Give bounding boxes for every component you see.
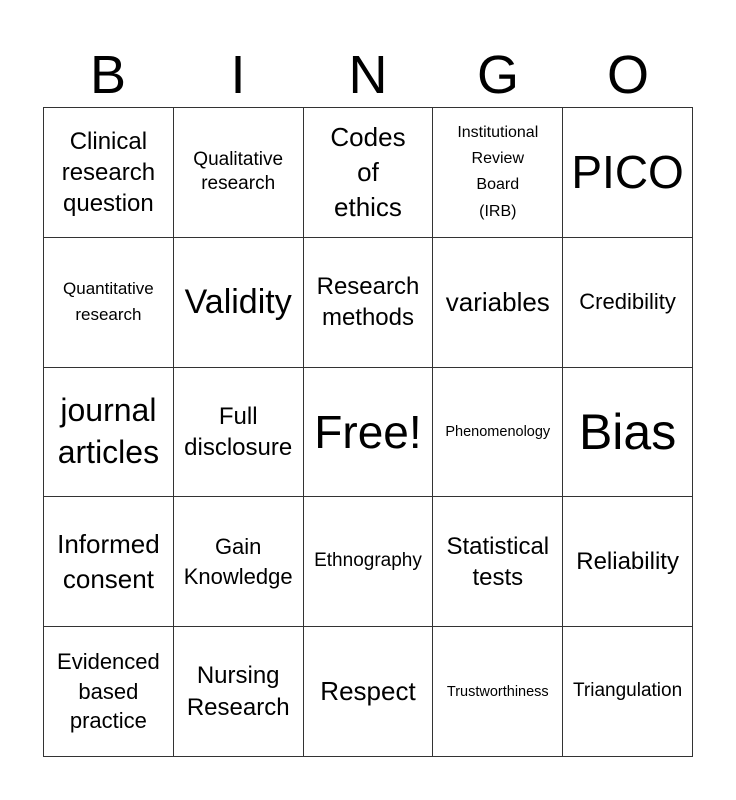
bingo-cell[interactable]: Bias <box>563 368 693 498</box>
bingo-cell[interactable]: Respect <box>304 627 434 757</box>
bingo-cell[interactable]: Triangulation <box>563 627 693 757</box>
header-letter-g: G <box>476 45 519 105</box>
header-letter-i: I <box>230 45 246 105</box>
bingo-cell[interactable]: variables <box>433 238 563 368</box>
bingo-card-grid <box>43 107 693 757</box>
bingo-cell[interactable]: Free! <box>304 368 434 498</box>
bingo-cell[interactable]: Credibility <box>563 238 693 368</box>
bingo-cell[interactable]: Evidenced based practice <box>44 627 174 757</box>
header-letter-o: O <box>606 45 649 105</box>
bingo-cell[interactable]: Quantitative research <box>44 238 174 368</box>
bingo-cell[interactable]: Clinical research question <box>44 108 174 238</box>
bingo-cell[interactable]: Informed consent <box>44 497 174 627</box>
bingo-cell[interactable]: Validity <box>174 238 304 368</box>
bingo-cell[interactable]: journal articles <box>44 368 174 498</box>
bingo-cell[interactable]: Codes of ethics <box>304 108 434 238</box>
bingo-cell[interactable]: Ethnography <box>304 497 434 627</box>
bingo-cell[interactable]: Reliability <box>563 497 693 627</box>
header-letter-n: N <box>348 45 388 105</box>
bingo-cell[interactable]: Full disclosure <box>174 368 304 498</box>
bingo-cell[interactable]: Trustworthiness <box>433 627 563 757</box>
header-letter-b: B <box>89 45 127 105</box>
bingo-cell[interactable]: Gain Knowledge <box>174 497 304 627</box>
bingo-cell[interactable]: PICO <box>563 108 693 238</box>
bingo-header <box>43 44 693 106</box>
bingo-cell[interactable]: Qualitative research <box>174 108 304 238</box>
bingo-cell[interactable]: Nursing Research <box>174 627 304 757</box>
bingo-cell[interactable]: Institutional Review Board (IRB) <box>433 108 563 238</box>
bingo-cell[interactable]: Research methods <box>304 238 434 368</box>
bingo-cell[interactable]: Statistical tests <box>433 497 563 627</box>
bingo-cell[interactable]: Phenomenology <box>433 368 563 498</box>
